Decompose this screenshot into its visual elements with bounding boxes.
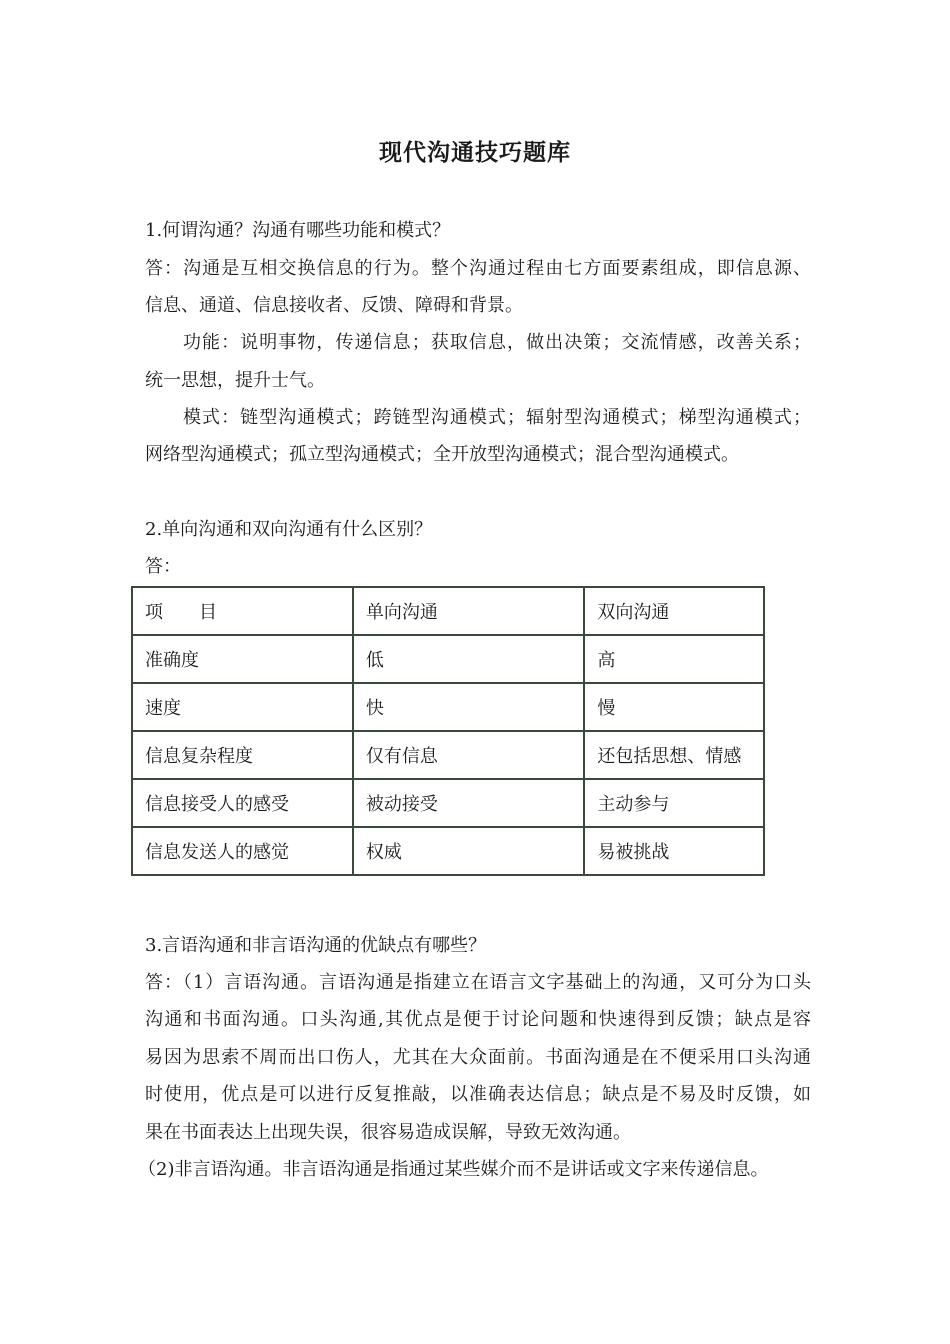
table-cell: 主动参与: [584, 779, 764, 827]
table-cell: 快: [353, 683, 584, 731]
table-header-cell: 项 目: [132, 587, 353, 635]
table-cell: 慢: [584, 683, 764, 731]
q1-answer-line: 功能：说明事物，传递信息；获取信息，做出决策；交流情感，改善关系；: [183, 332, 811, 353]
table-row: [132, 779, 764, 827]
table-cell: 还包括思想、情感: [584, 731, 764, 779]
table-cell: 易被挑战: [584, 827, 764, 875]
comparison-table: [131, 586, 765, 876]
q1-answer-line: 网络型沟通模式；孤立型沟通模式；全开放型沟通模式；混合型沟通模式。: [145, 444, 739, 465]
q1-answer-line: 信息、通道、信息接收者、反馈、障碍和背景。: [145, 295, 523, 316]
q3-answer-line: 时使用，优点是可以进行反复推敲，以准确表达信息；缺点是不易及时反馈，如: [145, 1084, 811, 1105]
q3-answer-line: （2)非言语沟通。非言语沟通是指通过某些媒介而不是讲话或文字来传递信息。: [138, 1159, 769, 1180]
document-title: 现代沟通技巧题库: [379, 140, 571, 166]
q1-question: 1.何谓沟通？沟通有哪些功能和模式？: [145, 220, 451, 241]
q3-question: 3.言语沟通和非言语沟通的优缺点有哪些？: [145, 935, 487, 956]
table-cell: 仅有信息: [353, 731, 584, 779]
table-cell: 信息发送人的感觉: [132, 827, 353, 875]
table-cell: 低: [353, 635, 584, 683]
table-row: [132, 683, 764, 731]
q3-answer-line: 答：（1）言语沟通。言语沟通是指建立在语言文字基础上的沟通，又可分为口头: [145, 972, 811, 993]
table-cell: 信息复杂程度: [132, 731, 353, 779]
table-cell: 准确度: [132, 635, 353, 683]
table-cell: 被动接受: [353, 779, 584, 827]
table-row: [132, 731, 764, 779]
table-header-cell: 双向沟通: [584, 587, 764, 635]
q1-answer-line: 答：沟通是互相交换信息的行为。整个沟通过程由七方面要素组成，即信息源、: [145, 258, 811, 279]
table-cell: 高: [584, 635, 764, 683]
table-cell: 速度: [132, 683, 353, 731]
table-cell: 权威: [353, 827, 584, 875]
table-cell: 信息接受人的感受: [132, 779, 353, 827]
q1-answer-line: 统一思想，提升士气。: [145, 370, 325, 391]
q3-answer-line: 易因为思索不周而出口伤人，尤其在大众面前。书面沟通是在不便采用口头沟通: [145, 1047, 811, 1068]
table-header-cell: 单向沟通: [353, 587, 584, 635]
q2-answer-label: 答：: [145, 556, 181, 577]
q1-answer-line: 模式：链型沟通模式；跨链型沟通模式；辐射型沟通模式；梯型沟通模式；: [183, 407, 811, 428]
q2-question: 2.单向沟通和双向沟通有什么区别？: [145, 519, 433, 540]
table-row: [132, 635, 764, 683]
table-header-row: [132, 587, 764, 635]
q3-answer-line: 沟通和书面沟通。口头沟通,其优点是便于讨论问题和快速得到反馈；缺点是容: [145, 1009, 811, 1030]
table-row: [132, 827, 764, 875]
q3-answer-line: 果在书面表达上出现失误，很容易造成误解，导致无效沟通。: [145, 1122, 631, 1143]
